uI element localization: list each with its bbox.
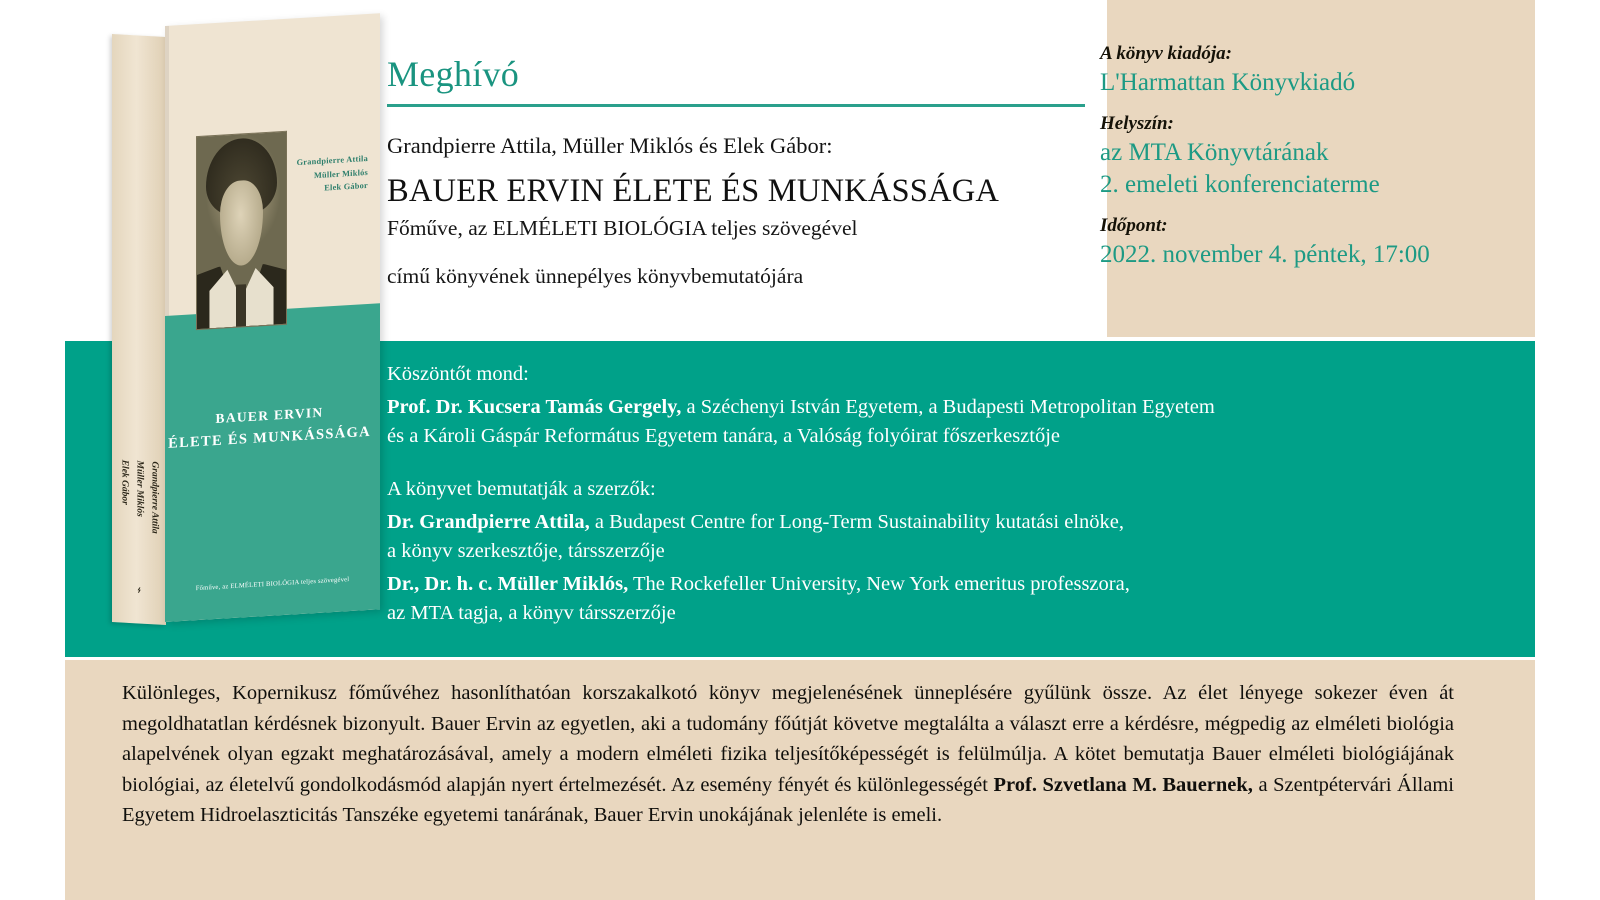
book-spine-authors: Grandpierre Attila Müller Miklós Elek Gábor <box>119 459 160 534</box>
greeter-name: Prof. Dr. Kucsera Tamás Gergely, <box>387 396 682 418</box>
book-spine <box>112 34 166 625</box>
portrait-tie <box>236 284 246 327</box>
book-spine-publisher-logo: ⌁ <box>133 586 146 594</box>
footer-description-paragraph <box>122 678 1454 831</box>
book-authors-line: Grandpierre Attila, Müller Miklós és Elek Gábor: <box>387 133 833 158</box>
invitation-heading: Meghívó <box>387 54 520 94</box>
book-cover-author-2: Müller Miklós <box>313 167 368 180</box>
greeting-label: Köszöntőt mond: <box>387 363 529 385</box>
footer-highlighted-name: Prof. Szvetlana M. Bauernek, <box>993 773 1253 796</box>
book-cover-title-line2: ÉLETE ÉS MUNKÁSSÁGA <box>168 423 371 452</box>
presenter-1-name: Dr. Grandpierre Attila, <box>387 511 590 533</box>
program-details <box>387 360 1507 628</box>
date-label: Időpont: <box>1100 215 1168 236</box>
book-cover-title-line1: BAUER ERVIN <box>215 404 324 426</box>
book-main-title: BAUER ERVIN ÉLETE ÉS MUNKÁSSÁGA <box>387 173 1000 209</box>
book-cover-authors <box>243 152 368 200</box>
footer-text-part1: Különleges, Kopernikusz főművéhez hasonlíthatóan korszakalkotó könyv megjelenésének ünneplésére gyűlünk össze. Az élet lényege sokezer éven át megoldhatatlan kérdésnek bizonyult. Bauer Ervin az egyetlen, aki a tudomány főútját követve megtalálta a választ erre a kérdésre, mégpedig az elméleti biológia alapelvének olyan egzakt meghatározásával, amely a modern elméleti fizika teljesítőképességét is felülmúlja. A kötet bemutatja Bauer elméleti biológiájának biológiai, az életelvű gondolkodásmód alapján nyert értelmezését. Az esemény fényét és különlegességét <box>122 682 1454 796</box>
greeter-entry <box>387 393 1507 422</box>
publisher-label: A könyv kiadója: <box>1100 43 1232 64</box>
event-purpose-line: című könyvének ünnepélyes könyvbemutatójára <box>387 264 804 288</box>
book-cover-image <box>112 26 380 626</box>
heading-divider-rule <box>387 104 1085 107</box>
spacer <box>1100 201 1520 212</box>
book-cover-subtitle: Főműve, az ELMÉLETI BIOLÓGIA teljes szövegével <box>195 576 350 593</box>
book-sub-title: Főműve, az ELMÉLETI BIOLÓGIA teljes szövegével <box>387 216 858 240</box>
spacer <box>1100 99 1520 110</box>
venue-value-line1: az MTA Könyvtárának <box>1100 139 1329 166</box>
invitation-header <box>387 52 1087 290</box>
book-cover-author-3: Elek Gábor <box>324 180 368 193</box>
event-details-panel <box>1100 40 1520 271</box>
presenter-1-role-part1: a Budapest Centre for Long-Term Sustainability kutatási elnöke, <box>589 511 1124 533</box>
spacer <box>387 451 1507 475</box>
publisher-value: L'Harmattan Könyvkiadó <box>1100 69 1356 96</box>
book-front-cover <box>165 13 380 622</box>
presenter-2-role-line2: az MTA tagja, a könyv társszerzője <box>387 602 676 624</box>
presenter-1-entry <box>387 508 1507 537</box>
presenter-2-name: Dr., Dr. h. c. Müller Miklós, <box>387 573 629 595</box>
presenter-1-role-line2: a könyv szerkesztője, társszerzője <box>387 540 665 562</box>
greeter-role-line2: és a Károli Gáspár Református Egyetem tanára, a Valóság folyóirat főszerkesztője <box>387 425 1061 447</box>
book-cover-author-1: Grandpierre Attila <box>296 153 368 168</box>
presenter-2-entry <box>387 570 1507 599</box>
presenters-label: A könyvet bemutatják a szerzők: <box>387 478 656 500</box>
presenter-2-role-part1: The Rockefeller University, New York emeritus professzora, <box>628 573 1130 595</box>
venue-label: Helyszín: <box>1100 113 1174 134</box>
venue-value-line2: 2. emeleti konferenciaterme <box>1100 171 1380 198</box>
footer-text-part2: a Szentpétervári Állami Egyetem Hidroelaszticitás Tanszéke egyetemi tanárának, Bauer Ervin unokájának jelenléte is emeli. <box>122 773 1454 826</box>
greeter-role-part1: a Széchenyi István Egyetem, a Budapesti Metropolitan Egyetem <box>681 396 1215 418</box>
date-value: 2022. november 4. péntek, 17:00 <box>1100 241 1430 268</box>
